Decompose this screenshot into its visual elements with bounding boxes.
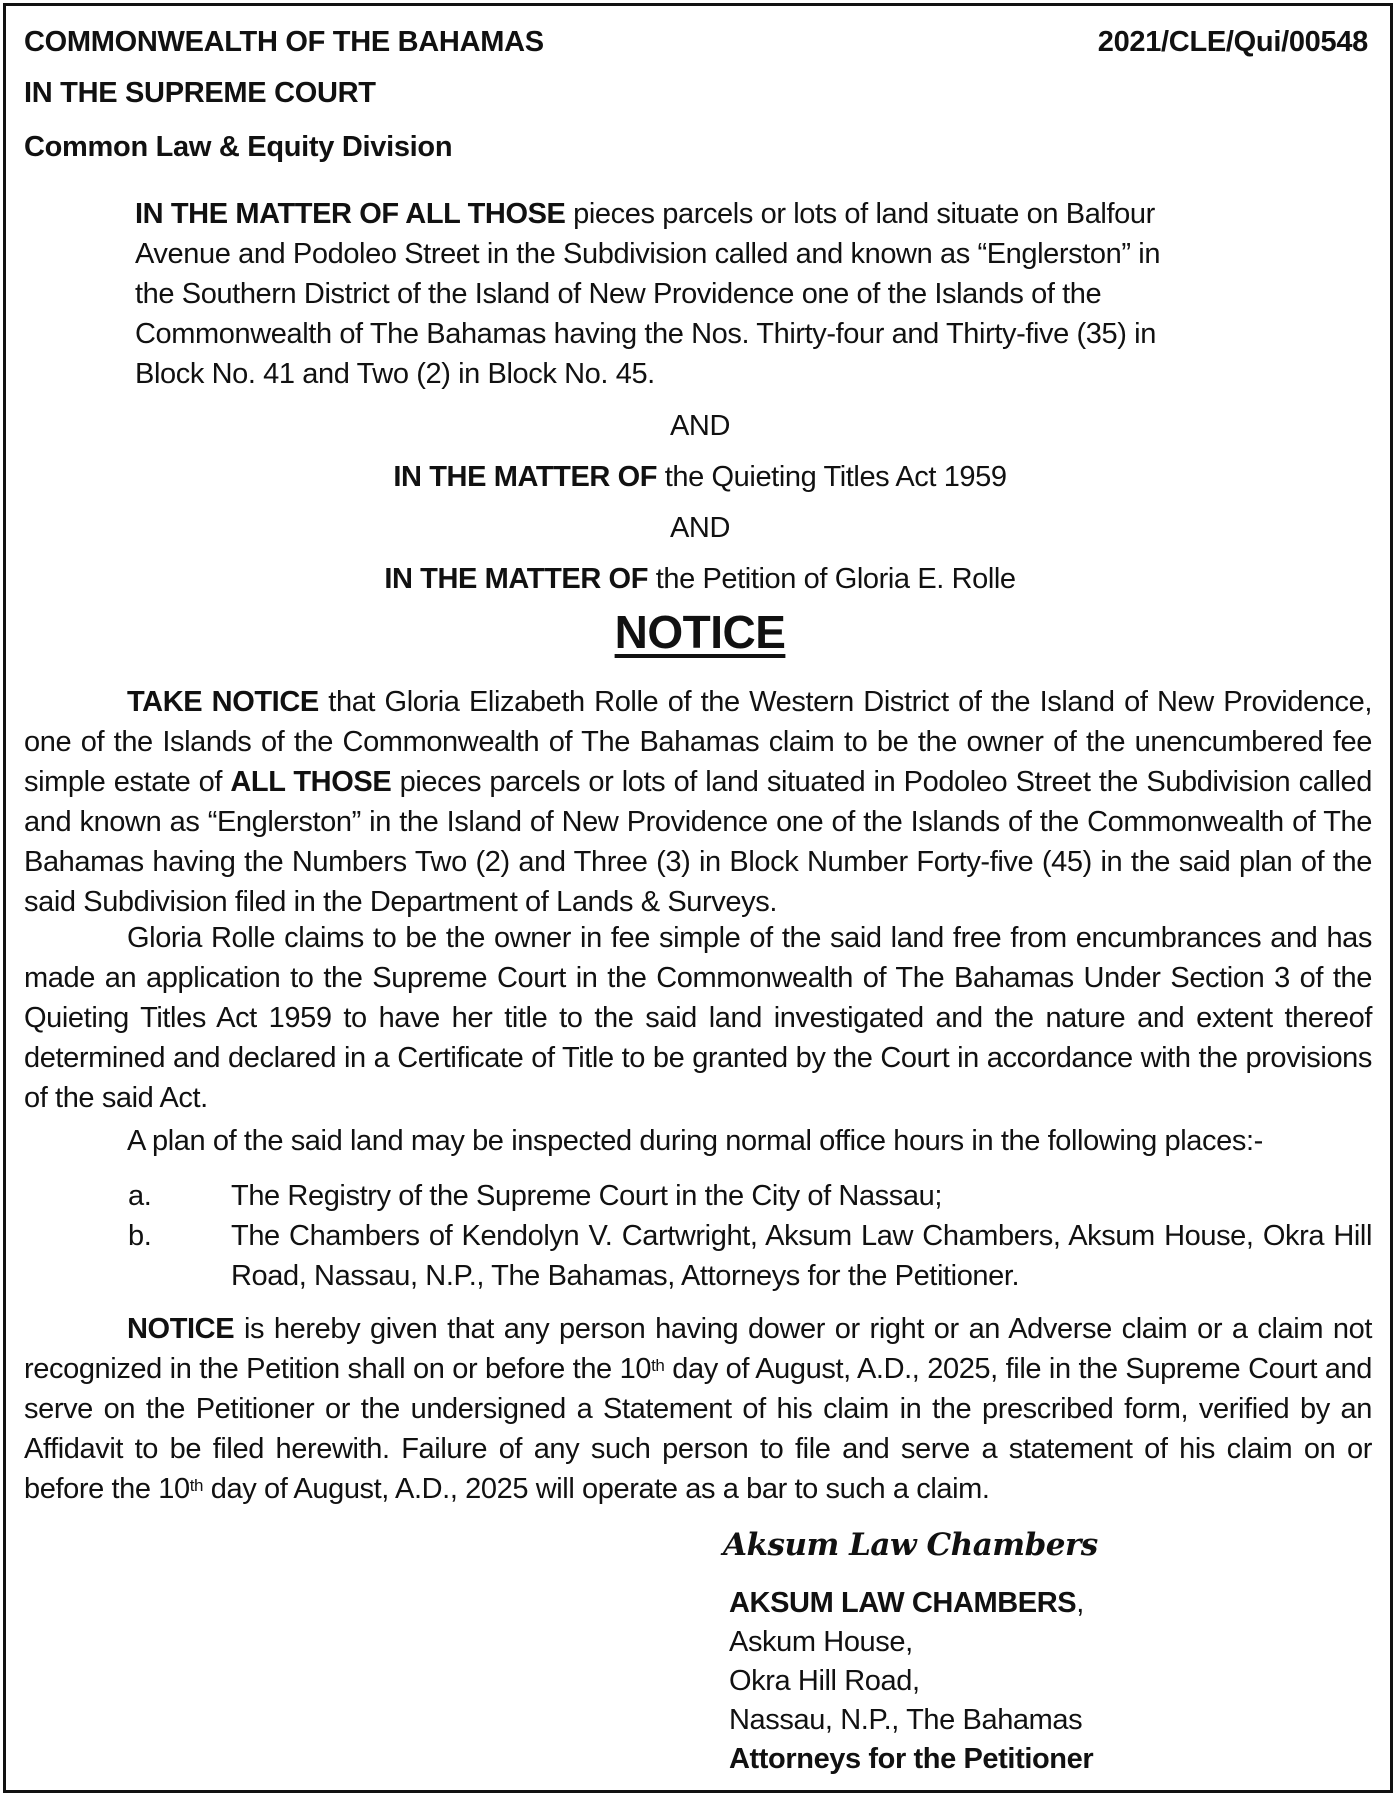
court-heading: IN THE SUPREME COURT <box>24 77 376 109</box>
list-marker: b. <box>128 1220 152 1252</box>
attorney-role: Attorneys for the Petitioner <box>729 1743 1094 1775</box>
matter-land-line: Block No. 41 and Two (2) in Block No. 45. <box>135 358 655 390</box>
matter-land-line: the Southern District of the Island of New Providence one of the Islands of the <box>135 278 1102 310</box>
adverse-claim-paragraph: NOTICE is hereby given that any person having dower or right or an Adverse claim or a claim not recognized in the Petition shall on or before the 10th day of August, A.D., 2025, file in the Supreme Court and serve on the Petitioner or the undersigned a Statement of his claim in the prescribed form, verified by an Affidavit to be filed herewith. Failure of any such person to file and serve a statement of his claim on or before the 10th day of August, A.D., 2025 will operate as a bar to such a claim. <box>24 1313 1372 1505</box>
attorney-address <box>729 1584 1093 1779</box>
matter-petition: IN THE MATTER OF the Petition of Gloria E. Rolle <box>384 563 1016 595</box>
list-item <box>24 1176 1372 1216</box>
list-marker: a. <box>128 1180 152 1212</box>
list-text: The Chambers of Kendolyn V. Cartwright, Aksum Law Chambers, Aksum House, Okra Hill Road, Nassau, N.P., The Bahamas, Attorneys for the Petitioner. <box>231 1220 1372 1292</box>
division-heading: Common Law & Equity Division <box>24 131 453 163</box>
and-separator: AND <box>669 410 731 442</box>
signature: Aksum Law Chambers <box>723 1527 1098 1563</box>
matter-land-line: Avenue and Podoleo Street in the Subdivision called and known as “Englerston” in <box>135 238 1161 270</box>
address-line: Nassau, N.P., The Bahamas <box>729 1704 1083 1736</box>
address-line: Okra Hill Road, <box>729 1665 920 1697</box>
firm-name: AKSUM LAW CHAMBERS, <box>729 1587 1084 1619</box>
matter-land-line: Commonwealth of The Bahamas having the Nos. Thirty-four and Thirty-five (35) in <box>135 318 1156 350</box>
matter-land-line: IN THE MATTER OF ALL THOSE pieces parcels or lots of land situate on Balfour <box>135 198 1155 230</box>
case-number: 2021/CLE/Qui/00548 <box>1097 26 1368 58</box>
notice-title: NOTICE <box>614 606 786 658</box>
list-text: The Registry of the Supreme Court in the City of Nassau; <box>231 1180 942 1212</box>
inspection-paragraph: A plan of the said land may be inspected during normal office hours in the following places:- <box>127 1125 1263 1157</box>
and-separator: AND <box>669 512 731 544</box>
country-heading: COMMONWEALTH OF THE BAHAMAS <box>24 26 544 58</box>
matter-quieting-titles: IN THE MATTER OF the Quieting Titles Act 1959 <box>393 461 1007 493</box>
list-item <box>24 1216 1372 1296</box>
claim-paragraph: Gloria Rolle claims to be the owner in fee simple of the said land free from encumbrances and has made an application to the Supreme Court in the Commonwealth of The Bahamas Under Section 3 of the Quieting Titles Act 1959 to have her title to the said land investigated and the nature and extent thereof determined and declared in a Certificate of Title to be granted by the Court in accordance with the provisions of the said Act. <box>24 922 1372 1114</box>
take-notice-paragraph: TAKE NOTICE that Gloria Elizabeth Rolle of the Western District of the Island of New Providence, one of the Islands of the Commonwealth of The Bahamas claim to be the owner of the unencumbered fee simple estate of ALL THOSE pieces parcels or lots of land situated in Podoleo Street the Subdivision called and known as “Englerston” in the Island of New Providence one of the Islands of the Commonwealth of The Bahamas having the Numbers Two (2) and Three (3) in Block Number Forty-five (45) in the said plan of the said Subdivision filed in the Department of Lands & Surveys. <box>24 686 1372 918</box>
address-line: Askum House, <box>729 1626 913 1658</box>
matter-land-description <box>135 194 1160 394</box>
matter-lead: IN THE MATTER OF ALL THOSE <box>135 198 566 230</box>
